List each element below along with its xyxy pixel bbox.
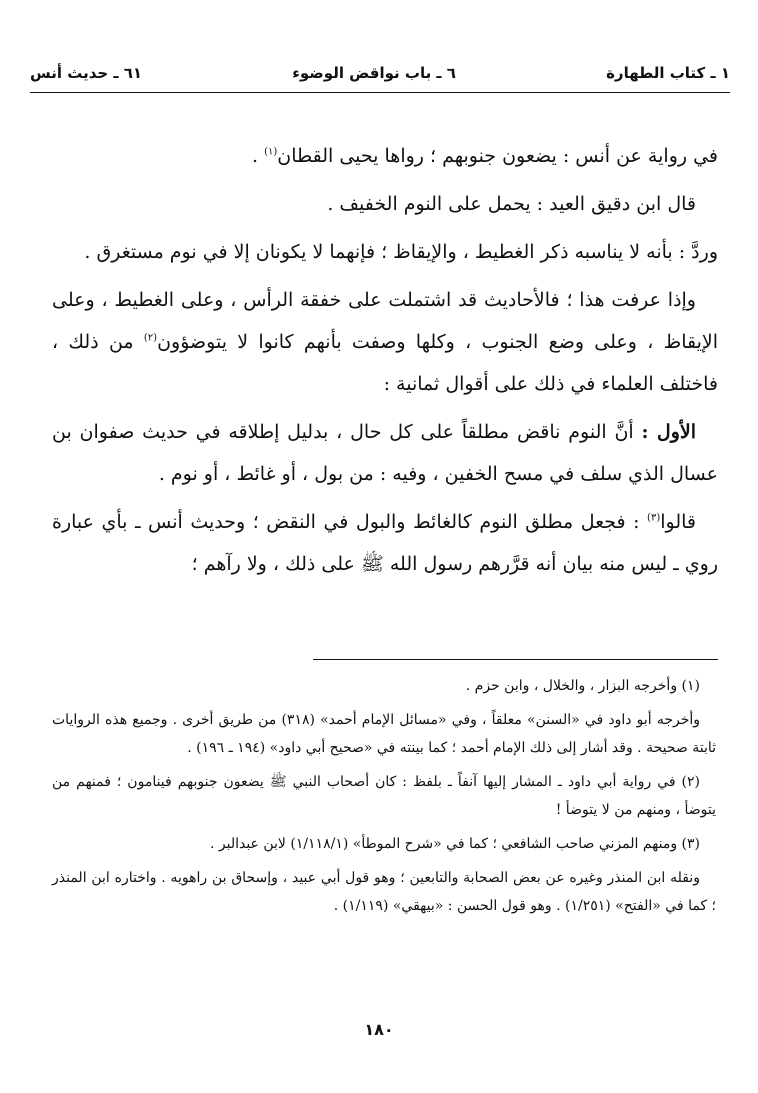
paragraph-4 (52, 279, 718, 405)
paragraph-6 (52, 501, 718, 585)
main-text (52, 135, 718, 591)
header-book-title: ١ ـ كتاب الطهارة (606, 64, 730, 82)
footnotes (52, 672, 716, 926)
paragraph-5-text: أنَّ النوم ناقض مطلقاً على كل حال ، بدليل إطلاقه في حديث صفوان بن عسال الذي سلف في مسح الخفين ، وفيه : من بول ، أو غائط ، أو نوم . (52, 421, 718, 485)
paragraph-6-start: قالوا (660, 511, 696, 533)
footnote-1: (١) وأخرجه البزار ، والخلال ، وابن حزم . (465, 678, 700, 694)
paragraph-4-end: من ذلك ، فاختلف العلماء في ذلك على أقوال ثمانية : (52, 331, 718, 395)
footnote-1-continued: وأخرجه أبو داود في «السنن» معلقاً ، وفي «مسائل الإمام أحمد» (٣١٨) من طريق أخرى . وجميع هذه الروايات ثابتة صحيحة . وقد أشار إلى ذلك الإمام أحمد ؛ كما بينته في «صحيح أبي داود» (١٩٤ ـ ١٩٦) . (52, 712, 716, 756)
header-chapter-title: ٦ ـ باب نواقض الوضوء (292, 64, 456, 82)
footnote-ref-2: (٢) (143, 332, 158, 344)
paragraph-5 (52, 411, 718, 495)
paragraph-5-lead: الأول : (641, 421, 696, 443)
paragraph-1 (52, 135, 718, 177)
footnote-ref-1: (١) (264, 146, 278, 158)
paragraph-3: وردَّ : بأنه لا يناسبه ذكر الغطيط ، والإيقاظ ؛ فإنهما لا يكونان إلا في نوم مستغرق . (84, 241, 718, 263)
page-number: ١٨٠ (364, 1020, 394, 1039)
paragraph-2: قال ابن دقيق العيد : يحمل على النوم الخفيف . (327, 193, 696, 215)
footnote-divider (313, 659, 718, 660)
paragraph-1-end: . (252, 145, 265, 167)
footnote-ref-3: (٣) (647, 512, 661, 524)
footnote-3: (٣) ومنهم المزني صاحب الشافعي ؛ كما في «شرح الموطأ» (١/١١٨/١) لابن عبدالبر . (209, 836, 700, 852)
paragraph-1-text: في رواية عن أنس : يضعون جنوبهم ؛ رواها يحيى القطان (277, 145, 718, 167)
paragraph-4-text: وإذا عرفت هذا ؛ فالأحاديث قد اشتملت على خفقة الرأس ، وعلى الغطيط ، وعلى الإيقاظ ، وعلى وضع الجنوب ، وكلها وصفت بأنهم كانوا لا يتوضؤون (52, 289, 719, 353)
header-divider (30, 92, 730, 93)
footnote-3-continued: ونقله ابن المنذر وغيره عن بعض الصحابة والتابعين ؛ وهو قول أبي عبيد ، وإسحاق بن راهويه . واختاره ابن المنذر ؛ كما في «الفتح» (١/٢٥١) . وهو قول الحسن : «بيهقي» (١/١١٩) . (52, 870, 716, 914)
paragraph-6-text: : فجعل مطلق النوم كالغائط والبول في النقض ؛ وحديث أنس ـ بأي عبارة روي ـ ليس منه بيان أنه قرَّرهم رسول الله ﷺ على ذلك ، ولا رآهم ؛ (52, 511, 718, 575)
header-hadith-title: ٦١ ـ حديث أنس (30, 64, 143, 82)
footnote-2: (٢) في رواية أبي داود ـ المشار إليها آنفاً ـ بلفظ : كان أصحاب النبي ﷺ يضعون جنوبهم فينامون ؛ فمنهم من يتوضأ ، ومنهم من لا يتوضأ ! (52, 774, 716, 818)
running-header (30, 58, 730, 88)
